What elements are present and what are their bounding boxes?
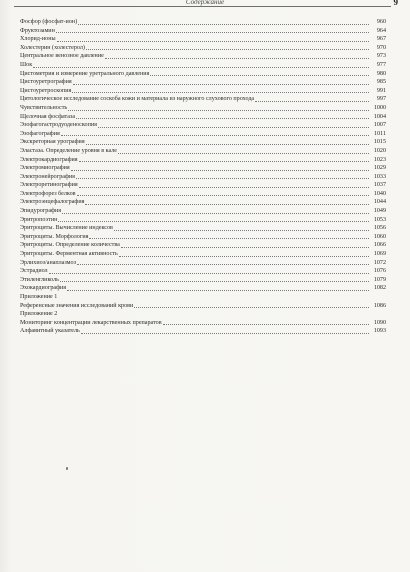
toc-entry-title: Электроэнцефалография xyxy=(20,199,85,206)
dot-leader xyxy=(98,126,369,128)
dot-leader xyxy=(85,203,369,205)
toc-entry xyxy=(20,44,386,53)
toc-entry-page: 1033 xyxy=(373,173,386,180)
toc-entry-page: 964 xyxy=(376,27,386,34)
toc-entry-page: 973 xyxy=(376,53,386,60)
toc-entry xyxy=(20,233,386,242)
print-speck xyxy=(66,467,68,470)
dot-leader xyxy=(71,169,369,171)
toc-entry xyxy=(20,156,386,165)
toc-entry-title: Цистоуретрография xyxy=(20,79,72,86)
toc-entry-title: Эпидурография xyxy=(20,208,62,215)
toc-entry xyxy=(20,138,386,147)
toc-entry-page: 1004 xyxy=(373,113,386,120)
dot-leader xyxy=(72,91,369,93)
toc-entry-title: Электрофорез белков xyxy=(20,190,76,197)
section-title: Содержание xyxy=(181,0,229,6)
toc-entry-page: 960 xyxy=(376,19,386,25)
dot-leader xyxy=(61,134,369,136)
dot-leader xyxy=(76,177,369,179)
running-header xyxy=(0,0,410,10)
dot-leader xyxy=(105,57,369,59)
toc-entry-page: 1007 xyxy=(373,122,386,129)
toc-entry xyxy=(20,164,386,173)
toc-entry xyxy=(20,216,386,225)
toc-entry-page: 1086 xyxy=(373,302,386,309)
toc-entry-page: 985 xyxy=(376,79,386,86)
toc-entry-title: Эритроциты. Морфология xyxy=(20,233,89,240)
toc-entry-title: Электронейрография xyxy=(20,173,75,180)
toc-entry xyxy=(20,130,386,139)
toc-entry-title: Цитологическое исследование соскоба кожи и материала из наружного слухового прохода xyxy=(20,96,255,103)
toc-entry xyxy=(20,190,386,199)
toc-entry-page: 1023 xyxy=(373,156,386,163)
dot-leader xyxy=(114,229,369,231)
toc-entry-title: Алфавитный указатель xyxy=(20,328,80,335)
dot-leader xyxy=(60,280,369,282)
toc-entry-title: Холестерин (холестерол) xyxy=(20,44,85,51)
toc-entry xyxy=(20,121,386,130)
dot-leader xyxy=(56,31,369,33)
toc-entry xyxy=(20,267,386,276)
toc-entry xyxy=(20,35,386,44)
toc-entry xyxy=(20,293,386,302)
toc-entry xyxy=(20,87,386,96)
toc-entry-title: Приложение 2 xyxy=(20,311,58,318)
toc-entry-page: 1066 xyxy=(373,242,386,249)
toc-entry-page: 1079 xyxy=(373,276,386,283)
dot-leader xyxy=(77,263,369,265)
toc-entry xyxy=(20,250,386,259)
toc-entry-page: 967 xyxy=(376,36,386,43)
toc-entry-page: 1040 xyxy=(373,190,386,197)
toc-entry xyxy=(20,224,386,233)
header-rule xyxy=(14,6,398,7)
dot-leader xyxy=(255,100,369,102)
toc-entry-title: Фруктозамин xyxy=(20,27,55,34)
dot-leader xyxy=(89,237,369,239)
toc-entry-title: Хлорид-ионы xyxy=(20,36,56,43)
toc-entry-page: 977 xyxy=(376,61,386,68)
dot-leader xyxy=(150,74,369,76)
toc-entry xyxy=(20,27,386,36)
toc-entry-title: Эритропоэтин xyxy=(20,216,58,223)
toc-entry xyxy=(20,52,386,61)
toc-entry-page: 1053 xyxy=(373,216,386,223)
toc-entry-page: 1090 xyxy=(373,319,386,326)
dot-leader xyxy=(86,143,369,145)
dot-leader xyxy=(79,160,369,162)
dot-leader xyxy=(81,332,369,334)
toc-entry-page: 1069 xyxy=(373,251,386,258)
toc-entry-page: 1037 xyxy=(373,182,386,189)
toc-entry-title: Цистометрия и измерение уретрального давления xyxy=(20,70,150,77)
toc-entry xyxy=(20,302,386,311)
dot-leader xyxy=(77,194,370,196)
dot-leader xyxy=(163,323,369,325)
toc-entry-page: 997 xyxy=(376,96,386,103)
dot-leader xyxy=(78,23,369,25)
dot-leader xyxy=(121,246,369,248)
toc-entry-page: 1011 xyxy=(374,130,386,137)
toc-entry-page: 1015 xyxy=(373,139,386,146)
toc-entry-title: Приложение 1 xyxy=(20,294,58,300)
toc-entry-page: 1076 xyxy=(373,268,386,275)
dot-leader xyxy=(57,40,369,42)
dot-leader xyxy=(118,152,369,154)
page-number: 9 xyxy=(391,0,399,7)
toc-entry-title: Мониторинг концентрации лекарственных препаратов xyxy=(20,319,162,326)
dot-leader xyxy=(73,83,369,85)
dot-leader xyxy=(67,289,369,291)
toc-entry-title: Электрокардиография xyxy=(20,156,78,163)
toc-entry-title: Эластаза. Определение уровня в кале xyxy=(20,147,118,154)
toc-entry-title: Чувствительность xyxy=(20,104,68,111)
toc-entry-title: Экскреторная урография xyxy=(20,139,85,146)
toc-entry xyxy=(20,95,386,104)
table-of-contents xyxy=(20,18,386,336)
toc-entry-page: 1020 xyxy=(373,147,386,154)
toc-entry-title: Щелочная фосфатаза xyxy=(20,113,76,120)
toc-entry-title: Эзофагогастродуоденоскопия xyxy=(20,122,97,129)
toc-entry-page: 991 xyxy=(376,87,386,94)
toc-entry xyxy=(20,61,386,70)
toc-entry xyxy=(20,259,386,268)
toc-entry xyxy=(20,181,386,190)
toc-entry-page: 1060 xyxy=(373,233,386,240)
toc-entry-title: Эритроциты. Вычисление индексов xyxy=(20,225,113,232)
toc-entry xyxy=(20,18,386,27)
toc-entry xyxy=(20,78,386,87)
toc-entry-page: 1093 xyxy=(373,328,386,335)
toc-entry-page: 1044 xyxy=(373,199,386,206)
toc-entry-title: Эстрадиол xyxy=(20,268,48,275)
toc-entry-title: Цистоуретроскопия xyxy=(20,87,72,94)
dot-leader xyxy=(68,109,369,111)
toc-entry xyxy=(20,319,386,328)
toc-entry-title: Эзофагография xyxy=(20,130,60,137)
toc-entry xyxy=(20,241,386,250)
dot-leader xyxy=(134,306,369,308)
toc-entry-title: Эхокардиография xyxy=(20,285,67,292)
toc-entry-title: Референсные значения исследований крови xyxy=(20,302,134,309)
toc-entry xyxy=(20,276,386,285)
toc-entry xyxy=(20,104,386,113)
toc-entry xyxy=(20,327,386,336)
toc-entry-page: 1049 xyxy=(373,208,386,215)
toc-entry-page: 970 xyxy=(376,44,386,51)
dot-leader xyxy=(76,117,369,119)
dot-leader xyxy=(58,220,369,222)
dot-leader xyxy=(86,48,369,50)
toc-entry-page: 1082 xyxy=(373,285,386,292)
toc-entry-page: 1072 xyxy=(373,259,386,266)
toc-entry xyxy=(20,173,386,182)
toc-entry-title: Электромиография xyxy=(20,165,70,172)
toc-entry-title: Шок xyxy=(20,61,33,68)
toc-entry xyxy=(20,207,386,216)
toc-entry-page: 1029 xyxy=(373,165,386,172)
toc-entry-title: Эрлихиоз/анаплазмоз xyxy=(20,259,76,266)
toc-entry-page: 1056 xyxy=(373,225,386,232)
toc-entry xyxy=(20,70,386,79)
dot-leader xyxy=(33,66,369,68)
dot-leader xyxy=(119,255,369,257)
toc-entry-title: Фосфор (фосфат-ион) xyxy=(20,19,78,25)
toc-entry xyxy=(20,147,386,156)
toc-entry-title: Эритроциты. Ферментная активность xyxy=(20,251,118,258)
toc-entry xyxy=(20,284,386,293)
toc-entry-title: Электроретинография xyxy=(20,182,78,189)
toc-entry-page: 1000 xyxy=(373,104,386,111)
toc-entry xyxy=(20,113,386,122)
toc-entry-title: Эритроциты. Определение количества xyxy=(20,242,120,249)
dot-leader xyxy=(49,272,369,274)
toc-entry xyxy=(20,198,386,207)
toc-entry-page: 980 xyxy=(376,70,386,77)
toc-entry-title: Этиленгликоль xyxy=(20,276,59,283)
toc-entry xyxy=(20,310,386,319)
dot-leader xyxy=(79,186,369,188)
toc-entry-title: Центральное венозное давление xyxy=(20,53,104,60)
dot-leader xyxy=(62,212,369,214)
